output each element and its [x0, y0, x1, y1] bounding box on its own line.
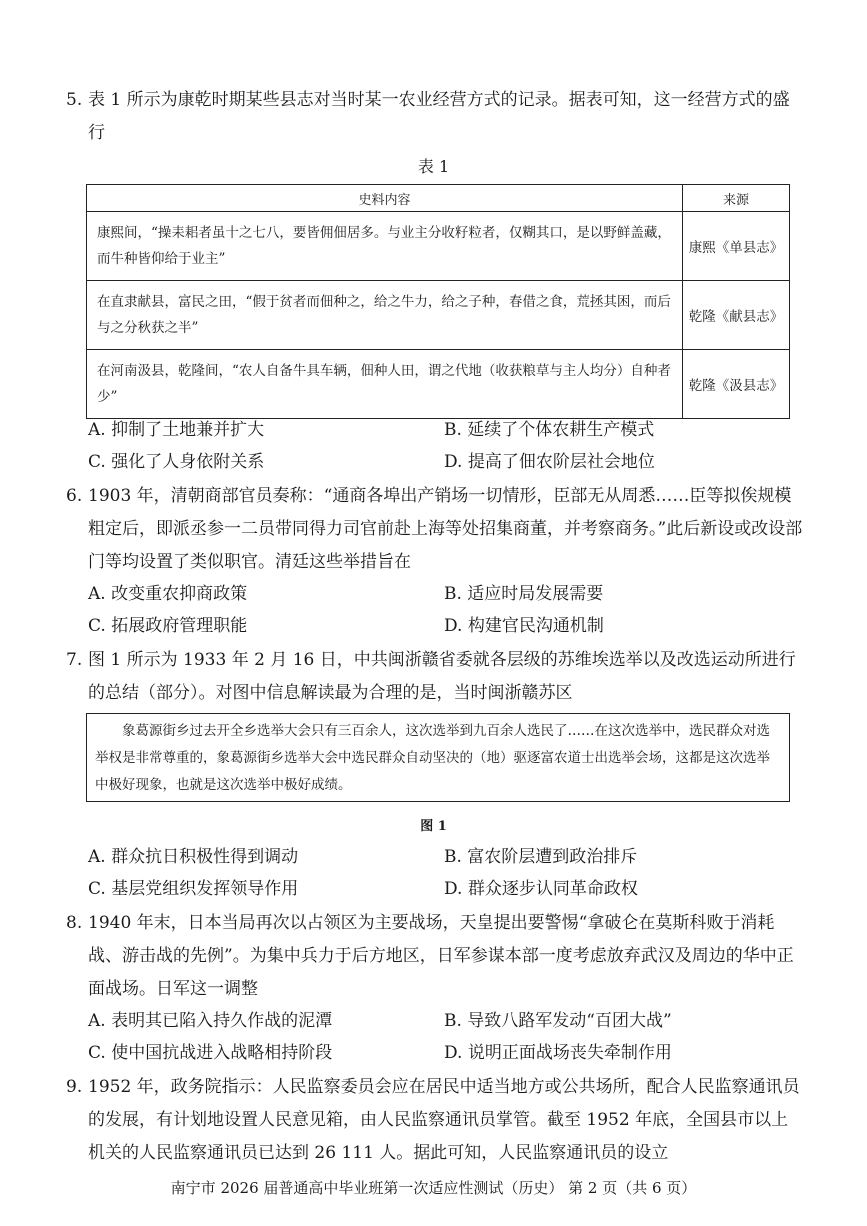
question-stem: 表 1 所示为康乾时期某些县志对当时某一农业经营方式的记录。据表可知，这一经营方式的盛行 [88, 90, 790, 143]
question-6 [66, 480, 803, 579]
question-stem: 1903 年，清朝商部官员奏称：“通商各埠出产销场一切情形，臣部无从周悉……臣等拟俟规模粗定后，即派丞参一二员带同得力司官前赴上海等处招集商董，并考察商务。”此后新设或改设部门等均设置了类似职官。清廷这些举措旨在 [88, 486, 803, 572]
question-number: 9. [66, 1077, 83, 1097]
question-number: 8. [66, 913, 83, 933]
option-d[interactable]: D. 提高了佃农阶层社会地位 [444, 452, 655, 472]
option-a[interactable]: A. 抑制了土地兼并扩大 [88, 420, 265, 440]
option-b[interactable]: B. 导致八路军发动“百团大战” [444, 1011, 672, 1031]
question-number: 6. [66, 486, 83, 506]
question-8 [66, 907, 803, 1006]
option-c[interactable]: C. 使中国抗战进入战略相持阶段 [88, 1043, 333, 1063]
option-d[interactable]: D. 群众逐步认同革命政权 [444, 879, 638, 899]
option-a[interactable]: A. 改变重农抑商政策 [88, 584, 248, 604]
question-5 [66, 84, 803, 150]
table-header-source: 来源 [683, 185, 790, 212]
table-cell-source: 乾隆《献县志》 [683, 281, 790, 350]
question-stem: 1940 年末，日本当局再次以占领区为主要战场，天皇提出要警惕“拿破仑在莫斯科败于消耗战、游击战的先例”。为集中兵力于后方地区，日军参谋本部一度考虑放弃武汉及周边的华中正面战场。日军这一调整 [88, 913, 794, 999]
table-row [87, 212, 790, 281]
source-table [86, 184, 790, 419]
option-d[interactable]: D. 说明正面战场丧失牵制作用 [444, 1043, 672, 1063]
question-number: 5. [66, 90, 83, 110]
table-cell-content: 在直隶献县，富民之田，“假于贫者而佃种之，给之牛力，给之子种，春借之食，荒拯其困，而后与之分秋获之半” [87, 281, 683, 350]
question-7 [66, 644, 803, 710]
option-c[interactable]: C. 拓展政府管理职能 [88, 616, 248, 636]
table-cell-source: 乾隆《汲县志》 [683, 350, 790, 419]
option-b[interactable]: B. 富农阶层遭到政治排斥 [444, 847, 638, 867]
question-number: 7. [66, 650, 83, 670]
table-caption: 表 1 [417, 157, 450, 176]
question-stem: 图 1 所示为 1933 年 2 月 16 日，中共闽浙赣省委就各层级的苏维埃选举以及改选运动所进行的总结（部分）。对图中信息解读最为合理的是，当时闽浙赣苏区 [88, 650, 796, 703]
table-header-content: 史料内容 [87, 185, 683, 212]
table-cell-content: 在河南汲县，乾隆间，“农人自备牛具车辆，佃种人田，谓之代地（收获粮草与主人均分）自种者少” [87, 350, 683, 419]
option-d[interactable]: D. 构建官民沟通机制 [444, 616, 604, 636]
question-stem: 1952 年，政务院指示：人民监察委员会应在居民中适当地方或公共场所，配合人民监察通讯员的发展，有计划地设置人民意见箱，由人民监察通讯员掌管。截至 1952 年底，全国县市以上机关的人民监察通讯员已达到 26 111 人。据此可知，人民监察通讯员的设立 [88, 1077, 800, 1163]
table-cell-content: 康熙间，“操耒耜者虽十之七八，要皆佣佃居多。与业主分收籽粒者，仅糊其口，是以野鲜盖藏，而牛种皆仰给于业主” [87, 212, 683, 281]
option-a[interactable]: A. 表明其已陷入持久作战的泥潭 [88, 1011, 333, 1031]
table-cell-source: 康熙《单县志》 [683, 212, 790, 281]
table-row [87, 281, 790, 350]
option-c[interactable]: C. 基层党组织发挥领导作用 [88, 879, 299, 899]
option-b[interactable]: B. 适应时局发展需要 [444, 584, 604, 604]
option-a[interactable]: A. 群众抗日积极性得到调动 [88, 847, 299, 867]
question-9 [66, 1071, 803, 1170]
page-footer: 南宁市 2026 届普通高中毕业班第一次适应性测试（历史） 第 2 页（共 6 页） [170, 1179, 697, 1197]
figure-caption: 图 1 [420, 819, 447, 834]
option-c[interactable]: C. 强化了人身依附关系 [88, 452, 265, 472]
figure-1-box: 象葛源街乡过去开全乡选举大会只有三百余人，这次选举到九百余人选民了……在这次选举中，选民群众对选举权是非常尊重的，象葛源街乡选举大会中选民群众自动坚决的（地）驱逐富农道士出选举会场，这都是这次选举中极好现象，也就是这次选举中极好成绩。 [86, 713, 790, 802]
table-header-row [87, 185, 790, 212]
table-row [87, 350, 790, 419]
option-b[interactable]: B. 延续了个体农耕生产模式 [444, 420, 655, 440]
